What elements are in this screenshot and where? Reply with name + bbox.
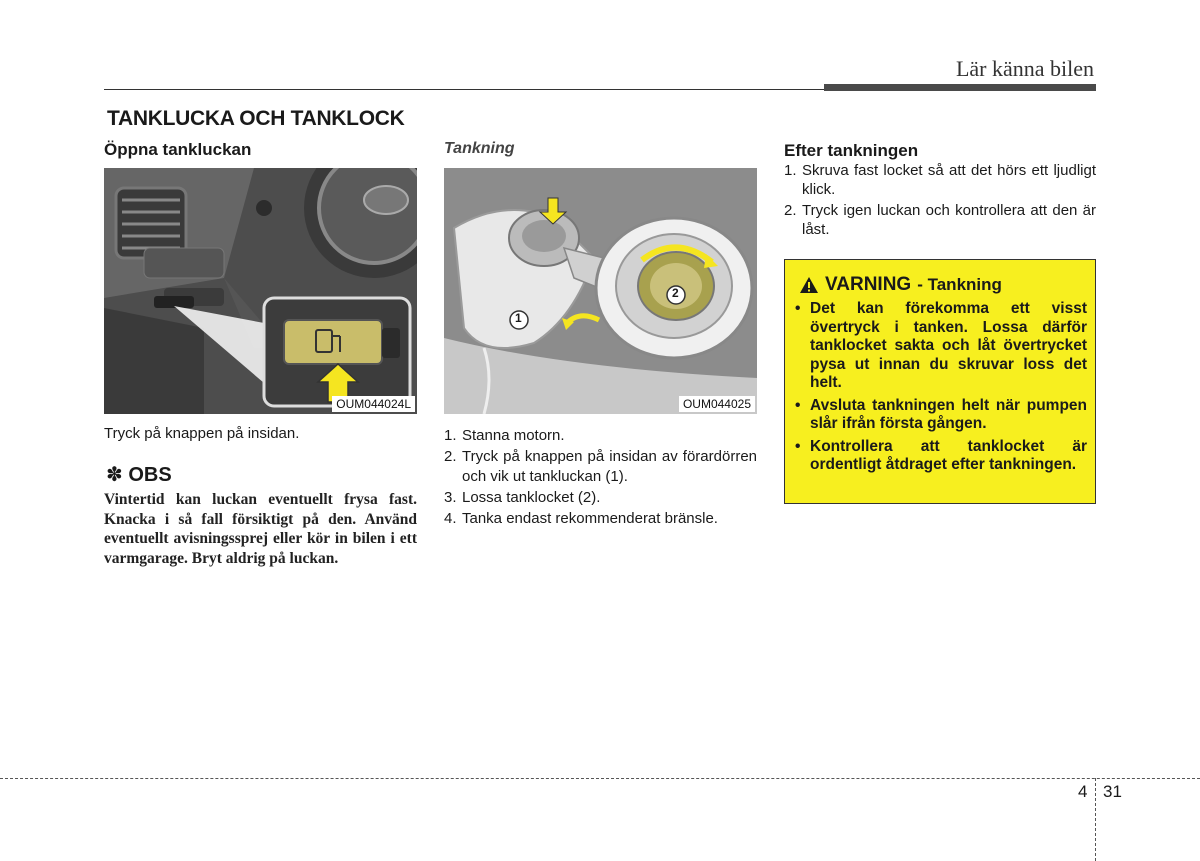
figure-code: OUM044025: [679, 396, 755, 412]
footer-rule: [0, 778, 1200, 779]
warning-label: VARNING: [825, 274, 912, 295]
warning-triangle-icon: [799, 276, 819, 294]
figure-dashboard-button: [104, 168, 417, 414]
section-title: TANKLUCKA OCH TANKLOCK: [107, 107, 405, 130]
list-item: 2. Tryck igen luckan och kontrollera att den är låst.: [784, 202, 1096, 238]
refuel-caption: Tankning: [444, 140, 515, 157]
list-item: • Avsluta tankningen helt när pumpen slår ifrån första gången.: [795, 396, 1087, 432]
list-item: 1. Skruva fast locket så att det hörs ett ljudligt klick.: [784, 162, 1096, 198]
callout-1: 1: [515, 311, 522, 325]
refuel-steps: [444, 426, 757, 530]
page-number: 31: [1103, 782, 1122, 801]
open-flap-heading: Öppna tankluckan: [104, 140, 252, 159]
list-item: • Det kan förekomma ett visst övertryck i tanken. Lossa därför tanklocket sakta och låt övertrycket pysa ut innan du skruvar loss det helt.: [795, 300, 1087, 391]
list-item: 2. Tryck på knappen på insidan av förardörren och vik ut tankluckan (1).: [444, 448, 757, 485]
figure-caption: Tryck på knappen på insidan.: [104, 425, 300, 442]
list-item: 1. Stanna motorn.: [444, 427, 565, 444]
fuel-flap-illustration: [444, 168, 757, 414]
chapter-number: 4: [1078, 782, 1088, 801]
obs-heading: ✽ OBS: [106, 464, 172, 486]
warning-title: [799, 274, 1002, 296]
figure-fuel-cap: [444, 168, 757, 414]
header-rule-accent: [824, 84, 1096, 91]
list-item: 4. Tanka endast rekommenderat bränsle.: [444, 510, 718, 527]
dashboard-illustration: [104, 168, 417, 414]
chapter-title: Lär känna bilen: [955, 56, 1094, 81]
obs-note: Vintertid kan luckan eventuellt frysa fast. Knacka i så fall försiktigt på den. Använd eventuellt avisningssprej eller kör in bilen i ett varmgarage. Bryt aldrig på luckan.: [104, 491, 417, 567]
warning-box: [784, 259, 1096, 504]
callout-2: 2: [672, 286, 679, 300]
figure-code: OUM044024L: [332, 396, 415, 412]
list-item: • Kontrollera att tanklocket är ordentligt åtdraget efter tankningen.: [795, 437, 1087, 473]
after-refuel-steps: [784, 162, 1096, 240]
after-refuel-heading: Efter tankningen: [784, 141, 919, 160]
warning-list: [793, 300, 1087, 479]
footer-divider: [1095, 778, 1096, 861]
warning-subtitle: - Tankning: [917, 275, 1002, 294]
list-item: 3. Lossa tanklocket (2).: [444, 489, 601, 506]
header-rule: [104, 89, 824, 90]
